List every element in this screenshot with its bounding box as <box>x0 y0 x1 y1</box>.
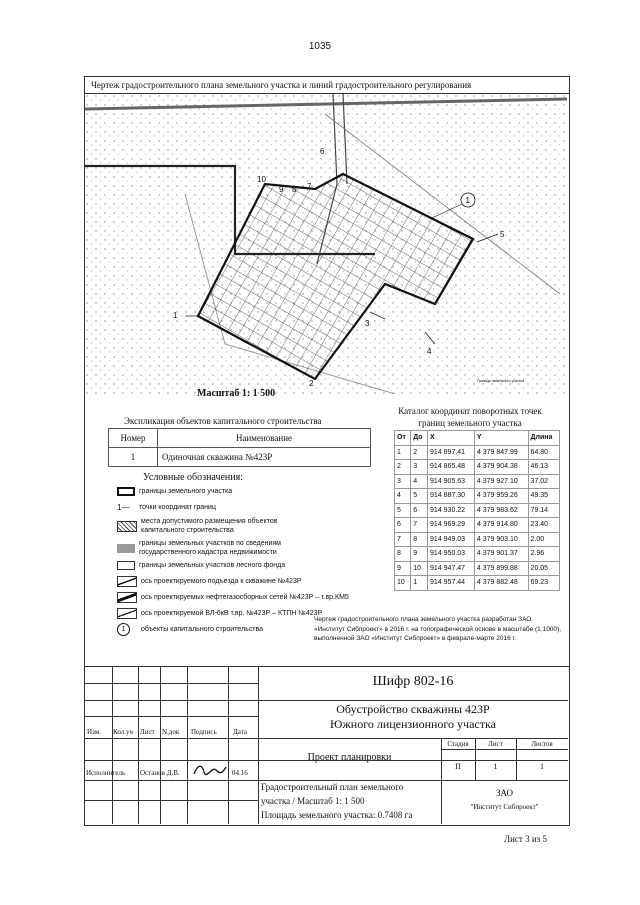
catalog-row <box>395 547 560 562</box>
legend-item: ось проектируемой ВЛ-6кВ т.вр. №423Р – КТПН №423Р <box>117 606 322 620</box>
author-name: Останов Д.В. <box>140 769 180 777</box>
catalog-cell: 8 <box>395 547 411 562</box>
explication-row <box>109 448 371 467</box>
catalog-cell: 8 <box>411 532 428 547</box>
map-scale: Масштаб 1: 1 500 <box>197 388 276 399</box>
catalog-cell: 4 379 847.99 <box>474 445 528 460</box>
legend-item: 1 объекты капитального строительства <box>117 622 263 636</box>
catalog-row <box>395 460 560 475</box>
point-label: 9 <box>279 185 284 194</box>
explication-header-row <box>109 429 371 448</box>
org-name-2: "Институт Сибпроект" <box>470 803 539 811</box>
project-code: Шифр 802-16 <box>372 674 454 689</box>
stamp-col-header: Дата <box>233 728 247 736</box>
catalog-cell: 4 379 901.37 <box>474 547 528 562</box>
sheet-header: Лист <box>488 740 503 748</box>
catalog-row <box>395 445 560 460</box>
catalog-cell: 69.23 <box>528 576 559 591</box>
object-marker-label: 1 <box>465 196 470 205</box>
legend-item: ось проектируемого подъезда к скважине №423Р <box>117 574 302 588</box>
catalog-header: X <box>428 431 475 446</box>
sheet-footer: Лист 3 из 5 <box>504 834 547 844</box>
object-symbol-icon: 1 <box>117 623 130 636</box>
catalog-cell: 20.05 <box>528 561 559 576</box>
catalog-cell: 3 <box>395 474 411 489</box>
catalog-cell: 4 379 903.10 <box>474 532 528 547</box>
catalog-row <box>395 518 560 533</box>
catalog-header: Длина <box>528 431 559 446</box>
catalog-header-row <box>395 431 560 446</box>
stamp-col-header: Изм. <box>87 728 101 736</box>
catalog-cell: 23.40 <box>528 518 559 533</box>
plot-boundary-symbol-icon <box>117 487 135 496</box>
sign-date: 04.16 <box>232 769 248 777</box>
stage-header: Стадия <box>447 740 469 748</box>
catalog-row <box>395 561 560 576</box>
stamp-col-header: N.док <box>162 728 180 736</box>
plan-title-2: участка / Масштаб 1: 1 500 <box>261 796 365 806</box>
sheets-header: Листов <box>531 740 553 748</box>
legend-item: границы земельного участка <box>117 484 232 498</box>
legend-item: ось проектируемых нефтегазосборных сетей №423Р – т.вр.КМ5 <box>117 590 349 604</box>
catalog-cell: 37.02 <box>528 474 559 489</box>
catalog-title <box>385 405 555 429</box>
catalog-cell: 6 <box>395 518 411 533</box>
plot-area: Площадь земельного участка: 0.7408 га <box>261 810 413 820</box>
explication-name: Одиночная скважина №423Р <box>158 448 371 467</box>
catalog-cell: 914 865.48 <box>428 460 475 475</box>
catalog-cell: 4 <box>411 474 428 489</box>
signature <box>192 762 228 778</box>
catalog-cell: 4 379 983.62 <box>474 503 528 518</box>
role-label: Исполнитель <box>86 769 126 777</box>
explication-table <box>108 428 371 467</box>
catalog-cell: 79.14 <box>528 503 559 518</box>
drawing-note: Чертеж градостроительного плана земельного участка разработан ЗАО «Институт Сибпроект» в 2016 г. на топографической основе в масштабе (1:1000), выполненной ЗАО «Институт Сибпроект» в феврале-марте 2016 г. <box>314 616 562 642</box>
legend-title: Условные обозначения: <box>143 472 244 483</box>
project-title-1: Обустройство скважины 423Р <box>336 702 490 716</box>
catalog-cell: 6 <box>411 503 428 518</box>
explication-num: 1 <box>109 448 158 467</box>
catalog-cell: 914 930.22 <box>428 503 475 518</box>
catalog-row <box>395 474 560 489</box>
forest-fund-symbol-icon <box>117 561 135 570</box>
catalog-cell: 9 <box>395 561 411 576</box>
catalog-cell: 914 947.47 <box>428 561 475 576</box>
catalog-cell: 914 905.63 <box>428 474 475 489</box>
legend-item: границы земельных участков по сведениям государственного кадастра недвижимости <box>117 538 329 558</box>
sheets-value: 1 <box>540 762 544 771</box>
catalog-cell: 7 <box>395 532 411 547</box>
point-label: 1 <box>173 311 178 320</box>
catalog-cell: 46.13 <box>528 460 559 475</box>
explication-header: Наименование <box>158 429 371 448</box>
project-title-2: Южного лицензионного участка <box>330 717 496 731</box>
catalog-cell: 4 379 882.48 <box>474 576 528 591</box>
point-label: 7 <box>307 182 312 191</box>
catalog-cell: 2 <box>411 445 428 460</box>
catalog-row <box>395 532 560 547</box>
catalog-cell: 9 <box>411 547 428 562</box>
catalog-cell: 914 950.03 <box>428 547 475 562</box>
catalog-cell: 5 <box>411 489 428 504</box>
catalog-cell: 4 379 914.80 <box>474 518 528 533</box>
point-label: 10 <box>257 175 266 184</box>
catalog-header: До <box>411 431 428 446</box>
stage-value: П <box>455 762 461 771</box>
point-label: 3 <box>365 319 370 328</box>
catalog-cell: 4 379 927.10 <box>474 474 528 489</box>
power-line-symbol-icon <box>117 608 137 619</box>
catalog-cell: 64.80 <box>528 445 559 460</box>
drawing-title: Чертеж градостроительного плана земельного участка и линий градостроительного регулирования <box>91 80 472 90</box>
catalog-row <box>395 503 560 518</box>
site-plan-map <box>85 94 567 394</box>
pipeline-symbol-icon <box>117 592 137 603</box>
org-name-1: ЗАО <box>495 788 514 798</box>
catalog-cell: 49.35 <box>528 489 559 504</box>
catalog-cell: 914 887.30 <box>428 489 475 504</box>
build-zone-symbol-icon <box>117 521 137 532</box>
catalog-cell: 1 <box>411 576 428 591</box>
point-symbol-icon: 1— <box>117 502 130 512</box>
stamp-col-header: Подпись <box>191 728 217 736</box>
catalog-title-line1: Каталог координат поворотных точек <box>398 406 542 416</box>
legend-item: границы земельных участков лесного фонда <box>117 558 285 572</box>
catalog-cell: 10 <box>411 561 428 576</box>
explication-header: Номер <box>109 429 158 448</box>
catalog-cell: 2.00 <box>528 532 559 547</box>
coordinate-catalog-table <box>394 430 560 591</box>
catalog-cell: 4 379 959.26 <box>474 489 528 504</box>
catalog-cell: 3 <box>411 460 428 475</box>
catalog-header: Y <box>474 431 528 446</box>
catalog-cell: 5 <box>395 503 411 518</box>
road-axis-symbol-icon <box>117 576 137 587</box>
point-label: 8 <box>292 185 297 194</box>
explication-title: Экспликация объектов капитального строительства <box>124 416 322 426</box>
point-label: 4 <box>427 347 432 356</box>
cadastral-symbol-icon <box>117 544 135 553</box>
catalog-header: От <box>395 431 411 446</box>
stamp-col-header: Кол.уч <box>113 728 133 736</box>
catalog-cell: 4 <box>395 489 411 504</box>
catalog-title-line2: границ земельного участка <box>418 418 522 428</box>
point-label: 2 <box>309 379 314 388</box>
plan-title-1: Градостроительный план земельного <box>261 782 404 792</box>
sheet-value: 1 <box>493 762 498 771</box>
map-corner-note: Границы земельного участка <box>477 379 525 383</box>
catalog-cell: 1 <box>395 445 411 460</box>
catalog-cell: 2 <box>395 460 411 475</box>
catalog-row <box>395 489 560 504</box>
point-label: 5 <box>500 230 505 239</box>
catalog-cell: 7 <box>411 518 428 533</box>
catalog-cell: 4 379 904.38 <box>474 460 528 475</box>
stamp-col-header: Лист <box>140 728 155 736</box>
catalog-cell: 4 379 899.88 <box>474 561 528 576</box>
doc-type: Проект планировки <box>307 752 392 763</box>
catalog-cell: 914 949.03 <box>428 532 475 547</box>
catalog-cell: 2.96 <box>528 547 559 562</box>
catalog-cell: 914 897.41 <box>428 445 475 460</box>
catalog-cell: 914 957.44 <box>428 576 475 591</box>
point-label: 6 <box>320 147 325 156</box>
page-number: 1035 <box>308 41 332 52</box>
catalog-cell: 914 969.29 <box>428 518 475 533</box>
legend-item: места допустимого размещения объектов капитального строительства <box>117 516 321 536</box>
legend-item: 1— точки координат границ <box>117 502 216 512</box>
catalog-row <box>395 576 560 591</box>
catalog-cell: 10 <box>395 576 411 591</box>
